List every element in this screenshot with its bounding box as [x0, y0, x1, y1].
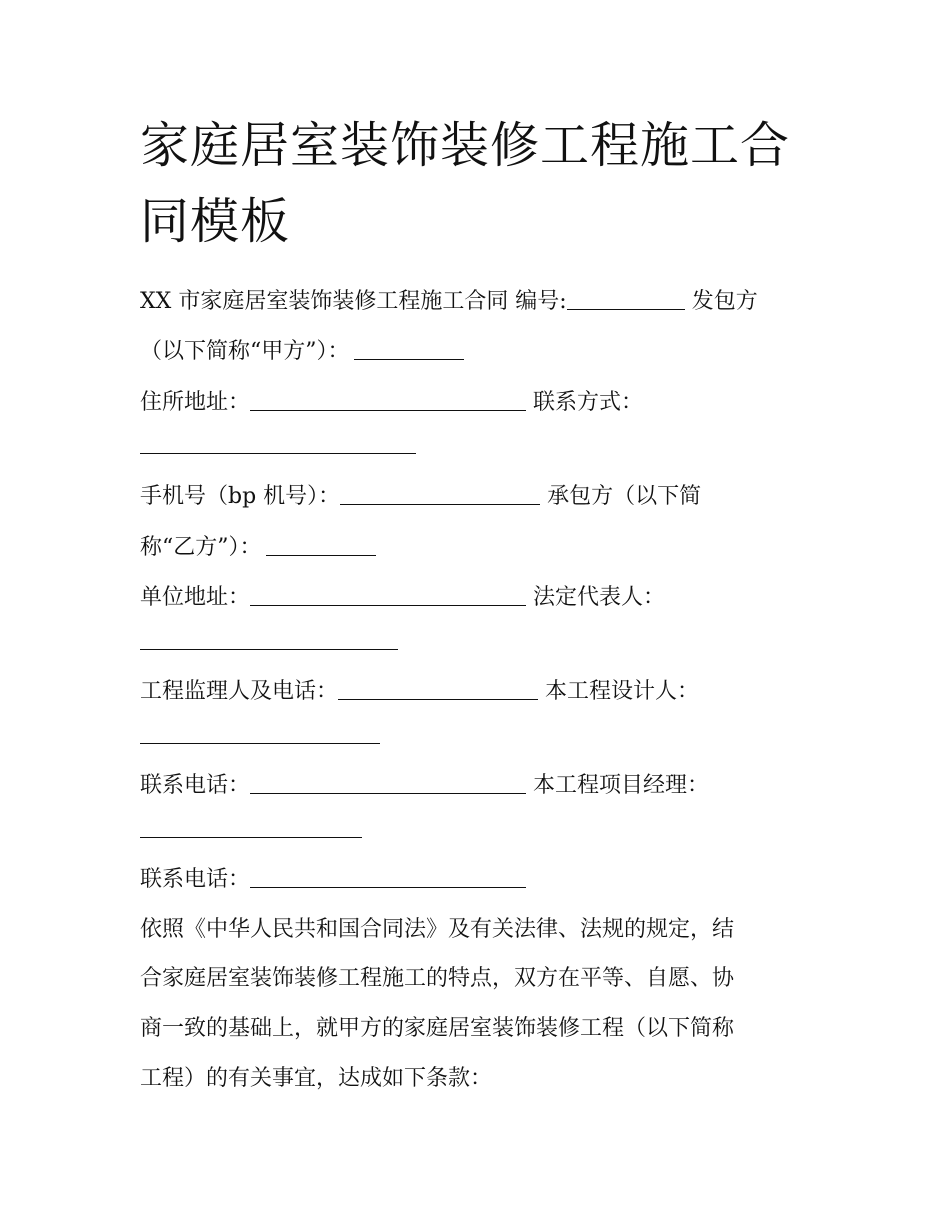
mobile-line: [140, 481, 701, 513]
phone-line-2: [140, 864, 526, 896]
supervisor-line: [140, 676, 699, 708]
designer-label: 本工程设计人：: [545, 679, 700, 704]
company-address-line: [140, 582, 665, 614]
designer-blank: [140, 721, 380, 744]
address-blank: [250, 388, 526, 411]
party-a-label: （以下简称“甲方”）：: [140, 339, 350, 364]
project-manager-label: 本工程项目经理：: [533, 773, 710, 798]
supervisor-label: 工程监理人及电话：: [140, 679, 339, 704]
paragraph-line-3: 商一致的基础上，就甲方的家庭居室装饰装修工程（以下简称: [140, 1016, 735, 1041]
contact-label: 联系方式：: [533, 390, 644, 415]
contractor-label: 承包方（以下简: [547, 484, 702, 509]
party-b-line: [140, 532, 376, 564]
phone-label-1: 联系电话：: [140, 773, 251, 798]
contact-continuation-line: [140, 430, 416, 462]
company-address-label: 单位地址：: [140, 585, 251, 610]
address-line: [140, 387, 643, 419]
party-b-blank: [266, 533, 376, 556]
designer-continuation-line: [140, 720, 380, 752]
contract-number-blank: [567, 287, 685, 310]
paragraph-line-2: 合家庭居室装饰装修工程施工的特点，双方在平等、自愿、协: [140, 966, 735, 991]
mobile-blank: [340, 482, 540, 505]
paragraph-line-1: 依照《中华人民共和国合同法》及有关法律、法规的规定，结: [140, 917, 735, 942]
phone-label-2: 联系电话：: [140, 867, 251, 892]
contract-number-line: [140, 286, 758, 318]
contract-number-label: XX 市家庭居室装饰装修工程施工合同 编号:: [140, 289, 567, 314]
party-b-label: 称“乙方”）：: [140, 535, 262, 560]
paragraph-line-4: 工程）的有关事宜，达成如下条款：: [140, 1066, 493, 1091]
phone-blank-2: [250, 865, 526, 888]
legal-rep-blank: [140, 627, 398, 650]
phone-blank-1: [250, 771, 526, 794]
project-manager-continuation-line: [140, 814, 362, 846]
document-title: [140, 108, 840, 260]
title-line-2: 同模板: [140, 193, 291, 250]
legal-rep-continuation-line: [140, 626, 398, 658]
party-a-blank: [354, 337, 464, 360]
company-address-blank: [250, 583, 526, 606]
supervisor-blank: [338, 677, 538, 700]
address-label: 住所地址：: [140, 390, 251, 415]
employer-label: 发包方: [691, 289, 758, 314]
contact-blank: [140, 431, 416, 454]
phone-line-1: [140, 770, 709, 802]
mobile-label: 手机号（bp 机号）：: [140, 484, 341, 509]
legal-rep-label: 法定代表人：: [533, 585, 666, 610]
party-a-line: [140, 336, 464, 368]
title-line-1: 家庭居室装饰装修工程施工合: [140, 117, 791, 174]
project-manager-blank: [140, 815, 362, 838]
